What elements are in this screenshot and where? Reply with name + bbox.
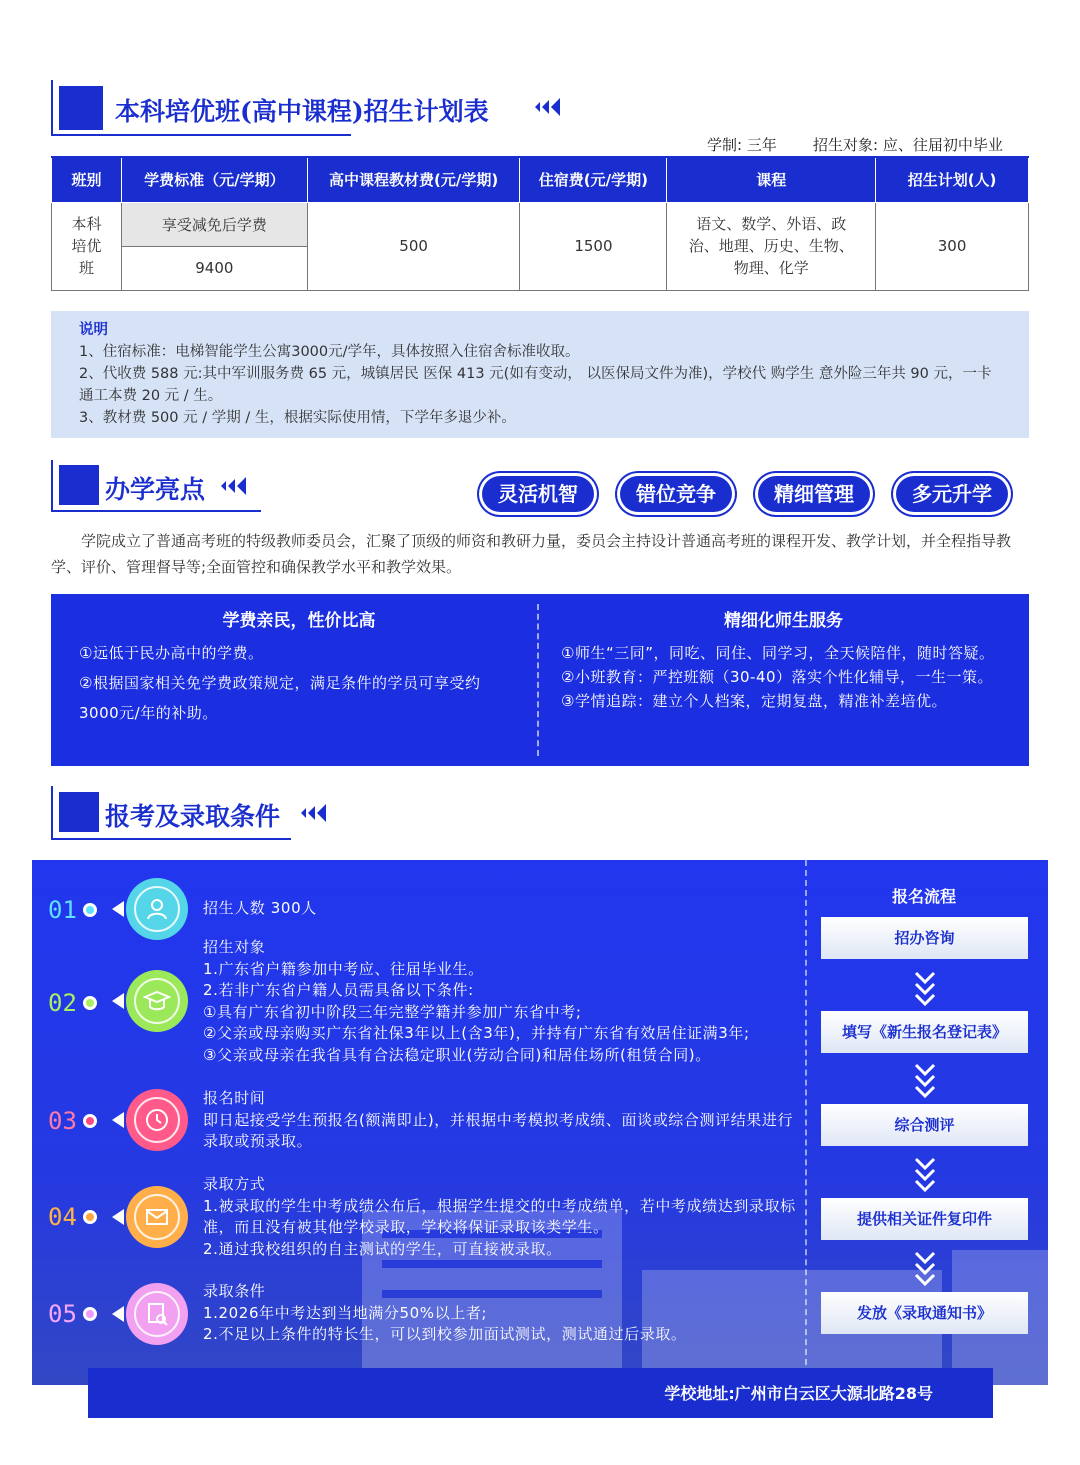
item-3-text <box>203 1088 803 1153</box>
feature-title-fees: 学费亲民，性价比高 <box>222 611 376 631</box>
flow-step-5: 发放《录取通知书》 <box>821 1292 1028 1334</box>
feature-line: ③学情追踪：建立个人档案，定期复盘，精准补差培优。 <box>561 692 947 710</box>
item-number-label: 05 <box>48 1300 77 1328</box>
chevron-down-icon <box>913 1156 937 1194</box>
highlight-tag: 精细管理 <box>758 476 870 512</box>
courses-cell <box>667 202 876 290</box>
feature-title-service: 精细化师生服务 <box>724 611 843 631</box>
clock-glyph <box>144 1107 170 1133</box>
bullet-dot <box>83 1114 97 1128</box>
feature-column-service <box>561 594 1006 766</box>
table-header-row <box>52 157 1029 202</box>
item-number-2 <box>48 989 97 1017</box>
school-address: 学校地址:广州市白云区大源北路28号 <box>88 1368 993 1420</box>
note-line-2: 2、代收费 588 元:其中军训服务费 65 元，城镇居民 医保 413 元(如有变动， 以医保局文件为准)，学校代 购学生 意外险三年共 90 元，一卡通工本费 20 元 / 生。 <box>79 366 992 404</box>
table-row <box>52 202 1029 246</box>
flow-step-2: 填写《新生报名登记表》 <box>821 1011 1028 1053</box>
item-1-value: 300人 <box>270 899 317 917</box>
highlight-tags <box>482 476 1008 512</box>
feature-line: ①师生“三同”，同吃、同住、同学习，全天候陪伴，随时答疑。 <box>561 644 995 662</box>
meta-target: 招生对象: 应、往届初中毕业 <box>813 136 1003 154</box>
triple-arrow-icon <box>221 477 246 495</box>
item-2-line: ③父亲或母亲在我省具有合法稳定职业(劳动合同)和居住场所(租赁合同)。 <box>203 1045 711 1064</box>
item-3-title: 报名时间 <box>203 1089 266 1107</box>
class-name-cell <box>52 202 122 290</box>
item-2-line: 2.若非广东省户籍人员需具备以下条件: <box>203 981 474 999</box>
note-line-3: 3、教材费 500 元 / 学期 / 生，根据实际使用情，下学年多退少补。 <box>79 410 516 426</box>
icon-ring <box>134 1194 180 1240</box>
table-header: 学费标准（元/学期） <box>121 157 307 202</box>
item-number-4 <box>48 1203 97 1231</box>
people-glyph <box>144 896 170 922</box>
feature-line: ②小班教育：严控班额（30-40）落实个性化辅导，一生一策。 <box>561 668 994 686</box>
item-number-5 <box>48 1300 97 1328</box>
tuition-label-cell: 享受减免后学费 <box>121 202 307 246</box>
section-title-highlights: 办学亮点 <box>105 475 206 504</box>
item-5-title: 录取条件 <box>203 1282 266 1300</box>
feature-column-fees <box>79 594 519 766</box>
item-3-body: 即日起接受学生预报名(额满即止)，并根据中考模拟考成绩、面谈或综合测评结果进行录取或预录取。 <box>203 1110 794 1150</box>
table-header: 班别 <box>52 157 122 202</box>
plan-count-cell: 300 <box>876 202 1029 290</box>
flow-step-1: 招办咨询 <box>821 917 1028 959</box>
triple-arrow-icon <box>301 804 326 822</box>
courses-text: 语文、数学、外语、政治、地理、历史、生物、物理、化学 <box>688 215 854 277</box>
item-4-line: 2.通过我校组织的自主测试的学生，可直接被录取。 <box>203 1239 562 1258</box>
meta-system: 学制: 三年 <box>707 136 777 154</box>
item-number-label: 02 <box>48 989 77 1017</box>
item-number-label: 01 <box>48 896 77 924</box>
graduation-cap-icon <box>126 970 188 1032</box>
section-title-plan: 本科培优班(高中课程)招生计划表 <box>115 97 489 126</box>
heading-square <box>59 465 99 505</box>
enrollment-plan-table <box>51 156 1029 291</box>
item-4-line: 1.被录取的学生中考成绩公布后，根据学生提交的中考成绩单，若中考成绩达到录取标准，而且没有被其他学校录取，学校将保证录取该类学生。 <box>203 1196 796 1236</box>
flow-step-3: 综合测评 <box>821 1104 1028 1146</box>
item-2-line: ①具有广东省初中阶段三年完整学籍并参加广东省中考; <box>203 1002 582 1021</box>
table-header: 高中课程教材费(元/学期) <box>307 157 520 202</box>
item-2-title: 招生对象 <box>203 938 266 956</box>
class-name: 本科培优班 <box>71 215 102 277</box>
note-line-1: 1、住宿标准：电梯智能学生公寓3000元/学年，具体按照入住宿舍标准收取。 <box>79 344 580 360</box>
feature-line: ②根据国家相关免学费政策规定，满足条件的学员可享受约3000元/年的补助。 <box>79 674 481 722</box>
bullet-dot <box>83 903 97 917</box>
flow-step-4: 提供相关证件复印件 <box>821 1198 1028 1240</box>
chevron-down-icon <box>913 1250 937 1288</box>
section-title-admission: 报考及录取条件 <box>105 802 281 831</box>
feature-divider <box>537 604 539 756</box>
item-2-line: ②父亲或母亲购买广东省社保3年以上(含3年)，并持有广东省有效居住证满3年; <box>203 1024 750 1042</box>
mail-icon <box>126 1186 188 1248</box>
notes-box <box>51 311 1029 438</box>
item-4-text <box>203 1174 803 1260</box>
section-heading-plan <box>51 80 611 136</box>
item-number-1 <box>48 896 97 924</box>
table-header: 招生计划(人) <box>876 157 1029 202</box>
item-number-label: 03 <box>48 1107 77 1135</box>
triple-arrow-icon <box>535 98 560 116</box>
item-1-text <box>203 898 803 920</box>
item-2-line: 1.广东省户籍参加中考应、往届毕业生。 <box>203 959 484 978</box>
icon-ring <box>134 1291 180 1337</box>
cap-glyph <box>143 989 171 1013</box>
item-4-title: 录取方式 <box>203 1175 266 1193</box>
item-2-text <box>203 937 803 1066</box>
chevron-down-icon <box>913 1062 937 1100</box>
clock-icon <box>126 1089 188 1151</box>
tuition-value-cell: 9400 <box>121 246 307 290</box>
icon-ring <box>134 978 180 1024</box>
highlight-tag: 错位竞争 <box>620 476 732 512</box>
feature-line: ①远低于民办高中的学费。 <box>79 644 264 662</box>
mail-glyph <box>144 1206 170 1228</box>
flow-divider <box>805 860 807 1385</box>
icon-ring <box>134 1097 180 1143</box>
table-header: 课程 <box>667 157 876 202</box>
people-icon <box>126 878 188 940</box>
document-search-icon <box>126 1283 188 1345</box>
bullet-dot <box>83 1307 97 1321</box>
bullet-dot <box>83 996 97 1010</box>
heading-square <box>59 792 99 832</box>
textbook-fee-cell: 500 <box>307 202 520 290</box>
bullet-dot <box>83 1210 97 1224</box>
item-5-text <box>203 1281 803 1346</box>
item-number-label: 04 <box>48 1203 77 1231</box>
table-header: 住宿费(元/学期) <box>520 157 667 202</box>
item-5-line: 1.2026年中考达到当地满分50%以上者; <box>203 1303 488 1322</box>
section-heading-highlights <box>51 460 291 512</box>
flow-title: 报名流程 <box>891 887 956 906</box>
item-1-label: 招生人数 <box>203 899 266 917</box>
item-number-3 <box>48 1107 97 1135</box>
highlight-tag: 多元升学 <box>896 476 1008 512</box>
icon-ring <box>134 886 180 932</box>
feature-panel <box>51 594 1029 766</box>
highlight-tag: 灵活机智 <box>482 476 594 512</box>
chevron-down-icon <box>913 970 937 1008</box>
item-5-line: 2.不足以上条件的特长生，可以到校参加面试测试，测试通过后录取。 <box>203 1325 687 1343</box>
dorm-fee-cell: 1500 <box>520 202 667 290</box>
highlights-intro: 学院成立了普通高考班的特级教师委员会，汇聚了顶级的师资和教研力量，委员会主持设计普通高考班的课程开发、教学计划，并全程指导教学、评价、管理督导等;全面管控和确保教学水平和教学效果。 <box>51 532 1012 576</box>
document-glyph <box>144 1301 170 1327</box>
notes-title: 说明 <box>79 322 108 338</box>
heading-square <box>59 86 103 130</box>
section-heading-admission <box>51 786 351 840</box>
